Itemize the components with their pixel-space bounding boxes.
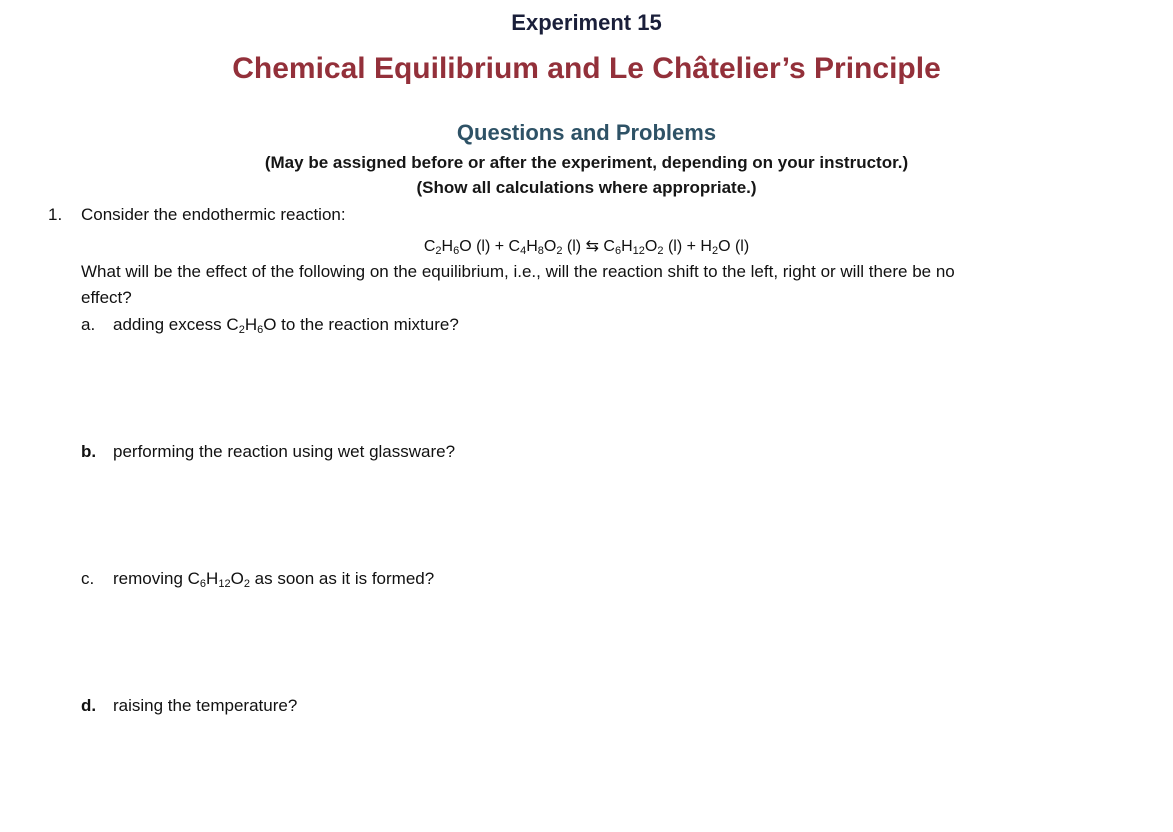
item-b-letter: b. — [81, 442, 97, 461]
equilibrium-arrow: (l) ⇆ C — [562, 238, 615, 255]
experiment-label: Experiment 15 — [511, 10, 662, 35]
page-title: Chemical Equilibrium and Le Châtelier’s Principle — [232, 52, 941, 85]
question-prompt-continued: effect? — [81, 288, 132, 307]
question-prompt: What will be the effect of the following on the equilibrium, i.e., will the reaction shift to the left, right or will there be no — [81, 262, 955, 281]
item-a-letter: a. — [81, 315, 96, 334]
item-c-letter: c. — [81, 569, 95, 588]
calculation-note: (Show all calculations where appropriate.) — [416, 178, 757, 197]
item-a-text: adding excess $C_2H_6O$ to the reaction mixture? — [113, 315, 459, 336]
item-c-text: removing $C_6H_{12}O_2$ as soon as it is formed? — [113, 569, 435, 590]
question-number: 1. — [48, 205, 63, 224]
question-text: Consider the endothermic reaction: — [81, 205, 346, 224]
item-b-text: performing the reaction using wet glassware? — [113, 442, 456, 461]
item-d-letter: d. — [81, 696, 97, 715]
section-title: Questions and Problems — [456, 120, 717, 145]
item-d-text: raising the temperature? — [113, 696, 298, 715]
assignment-note: (May be assigned before or after the experiment, depending on your instructor.) — [264, 153, 909, 172]
reaction-equation: $C_2H_6O$ $(l) + C_4H_8O_2$ (l) ⇆ $C_6H_{12}O_2$ $(l) + H_2O$ (l) — [423, 238, 750, 257]
